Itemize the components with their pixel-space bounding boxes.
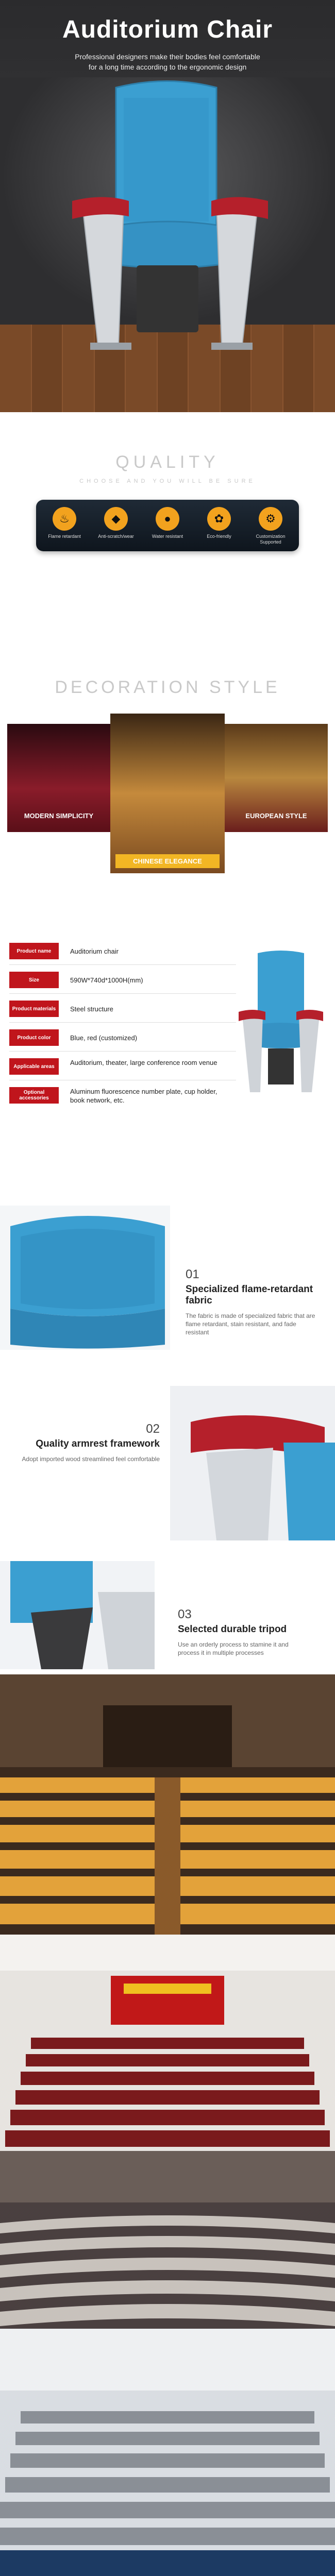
drop-icon: ● (156, 507, 179, 531)
hero-subtitle-line-1: Professional designers make their bodies feel comfortable (75, 53, 260, 61)
divider (9, 1022, 236, 1023)
quality-item-label: Flame retardant (48, 534, 81, 539)
fabric-closeup-image (0, 1206, 170, 1350)
style-label-chinese: CHINESE ELEGANCE (115, 854, 220, 868)
feature-section-3 (0, 1561, 335, 1674)
quality-item-label: Anti-scratch/wear (98, 534, 134, 539)
flame-icon: ♨ (53, 507, 76, 531)
style-label-modern: MODERN SIMPLICITY (24, 812, 94, 820)
spec-value: Auditorium chair (70, 947, 119, 955)
hero-subtitle (0, 52, 335, 72)
divider (9, 993, 236, 994)
quality-item-eco (193, 507, 245, 539)
decoration-title: DECORATION STYLE (55, 677, 280, 697)
hero-section (0, 0, 335, 412)
feature-description: The fabric is made of specialized fabric that are flame retardant, stain resistant, and fade resistant (186, 1312, 315, 1336)
quality-feature-bar (36, 500, 299, 551)
auditorium-photo-1 (0, 1674, 335, 1935)
tripod-closeup-image (0, 1561, 155, 1669)
feature-number: 01 (186, 1267, 199, 1281)
quality-item-label: Customization Supported (256, 534, 286, 545)
shield-icon: ◆ (104, 507, 128, 531)
auditorium-photo-4 (0, 2329, 335, 2576)
feature-description: Use an orderly process to stamine it and process it in multiple processes (178, 1641, 289, 1656)
feature-number: 02 (146, 1422, 160, 1436)
auditorium-photo-2 (0, 1935, 335, 2151)
quality-item-label: Water resistant (152, 534, 183, 539)
quality-title: QUALITY (115, 452, 220, 472)
style-label-european: EUROPEAN STYLE (245, 812, 307, 820)
feature-title: Quality armrest framework (36, 1438, 160, 1449)
spec-tag: Product name (9, 943, 59, 959)
auditorium-photo-3 (0, 2151, 335, 2329)
quality-item-flame (39, 507, 90, 539)
quality-item-custom (245, 507, 296, 545)
quality-item-wear (90, 507, 142, 539)
quality-item-water (142, 507, 193, 539)
spec-value: Blue, red (customized) (70, 1034, 138, 1042)
leaf-icon: ✿ (207, 507, 231, 531)
feature-description: Adopt imported wood streamlined feel comfortable (22, 1455, 160, 1463)
feature-1 (186, 1267, 320, 1336)
spec-tag: Size (9, 972, 59, 988)
spec-value: Steel structure (70, 1005, 113, 1013)
hero-title: Auditorium Chair (62, 16, 273, 43)
spec-value: 590W*740d*1000H(mm) (70, 976, 143, 984)
gear-icon: ⚙ (259, 507, 282, 531)
quality-section (0, 412, 335, 603)
spec-tag: Optional accessories (9, 1087, 59, 1104)
feature-section-1 (0, 1195, 335, 1386)
feature-3 (178, 1607, 312, 1657)
feature-section-2 (0, 1386, 335, 1561)
hero-chair-image (62, 77, 278, 366)
quality-item-label: Eco-friendly (207, 534, 231, 539)
specs-section (0, 938, 335, 1195)
chinese-style-image (110, 714, 225, 873)
divider (9, 964, 236, 965)
spec-tag: Product materials (9, 1001, 59, 1017)
feature-number: 03 (178, 1607, 192, 1621)
spec-tag: Product color (9, 1029, 59, 1046)
feature-title: Specialized flame-retardant fabric (186, 1284, 313, 1306)
feature-2 (10, 1422, 160, 1463)
spec-value: Auditorium, theater, large conference room venue (70, 1059, 217, 1066)
hero-subtitle-line-2: for a long time according to the ergonomic design (88, 63, 247, 71)
quality-subtitle: CHOOSE AND YOU WILL BE SURE (79, 478, 256, 484)
spec-value: Aluminum fluorescence number plate, cup holder, book network, etc. (70, 1088, 217, 1104)
divider (9, 1051, 236, 1052)
spec-chair-image (234, 948, 327, 1103)
feature-title: Selected durable tripod (178, 1624, 287, 1635)
armrest-closeup-image (170, 1386, 335, 1540)
spec-tag: Applicable areas (9, 1058, 59, 1075)
decoration-section (0, 603, 335, 938)
